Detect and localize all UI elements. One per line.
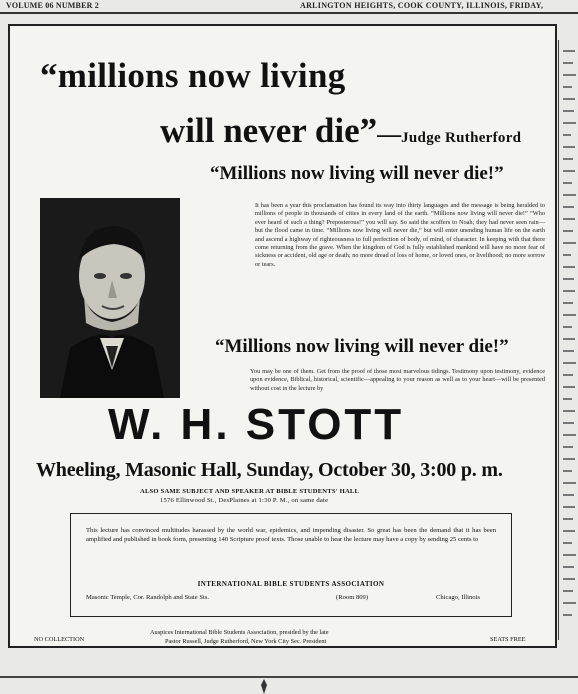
book-offer-text: This lecture has convinced multitudes harassed by the world war, epidemics, and impending disaster. So great has been the demand that it has been amplified and published in book form, presenting 140 Scripture proof texts. Those unable to hear the lecture may have a copy by sending 25 cents to bbox=[86, 527, 496, 543]
headline-line-2-text: will never die” bbox=[160, 111, 378, 150]
headline-line-2 bbox=[160, 111, 521, 151]
association-address: Masonic Temple, Cor. Randolph and State Sts. bbox=[86, 594, 210, 601]
association-room: (Room 809) bbox=[336, 594, 369, 601]
footer-auspices-line-2: Pastor Russell, Judge Rutherford, New York City Sec. President bbox=[165, 638, 327, 645]
venue-line: Wheeling, Masonic Hall, Sunday, October 30, 3:00 p. m. bbox=[36, 459, 503, 481]
book-offer-box bbox=[70, 513, 512, 617]
portrait-image bbox=[40, 198, 180, 398]
association-name: INTERNATIONAL BIBLE STUDENTS ASSOCIATION bbox=[197, 580, 385, 588]
adjacent-column-fragment bbox=[558, 40, 578, 640]
headline-dash: — bbox=[377, 122, 402, 148]
speaker-name: W. H. STOTT bbox=[108, 400, 405, 449]
masthead-dateline: ARLINGTON HEIGHTS, COOK COUNTY, ILLINOIS, FRIDAY, bbox=[300, 1, 544, 10]
page-bottom-rule bbox=[0, 676, 578, 678]
adjacent-column-texture bbox=[559, 40, 578, 640]
headline-line-1: “millions now living bbox=[40, 56, 346, 95]
masthead-rule bbox=[0, 12, 578, 14]
also-line-1: ALSO SAME SUBJECT AND SPEAKER AT BIBLE STUDENTS' HALL bbox=[140, 488, 360, 495]
footer-seats-free: SEATS FREE bbox=[490, 636, 526, 643]
headline-attribution: Judge Rutherford bbox=[401, 130, 522, 146]
masthead-volume: VOLUME 06 NUMBER 2 bbox=[6, 1, 99, 10]
footer-no-collection: NO COLLECTION bbox=[34, 636, 85, 643]
subheadline-top: “Millions now living will never die!” bbox=[210, 163, 504, 184]
association-city: Chicago, Illinois bbox=[436, 594, 480, 601]
speaker-portrait bbox=[40, 198, 180, 398]
also-line-2: 1576 Ellinwood St., DesPlaines at 1:30 P. M., on same date bbox=[160, 497, 329, 504]
body-paragraph-2: You may be one of them. Get from the proof of those most marvelous tidings. Testimony upon testimony, evidence upon evidence, Biblical, historical, scientific—appealing to your reason as well as to your heart—will be presented without cost in the lecture by bbox=[250, 368, 545, 392]
ornament-icon bbox=[258, 679, 270, 694]
body-paragraph-1: It has been a year this proclamation has found its way into thirty languages and the message is being heralded to millions of people in thousands of cities in every land of the earth. “Millions now living will never die!” “Who ever heard of such a thing? Preposterous!” you will say. So said the scoffers to Noah; they had never seen rain—but the flood came in time. “Millions now living will never die,” but will enter unending human life on the earth and ascend a highway of righteousness to full perfection of body, of mind, of character. In keeping with that there come returning from the grave. When the kingdom of God is fully established mankind will have no more fear of sickness or accident, old age or death; no more dread of loss of home, or loved ones, or livelihood; no more sorrow or tears. bbox=[255, 202, 545, 268]
advertisement-box bbox=[8, 24, 557, 648]
subheadline-middle: “Millions now living will never die!” bbox=[215, 336, 509, 357]
footer-auspices-line-1: Auspices International Bible Students Association, presided by the late bbox=[150, 629, 329, 636]
